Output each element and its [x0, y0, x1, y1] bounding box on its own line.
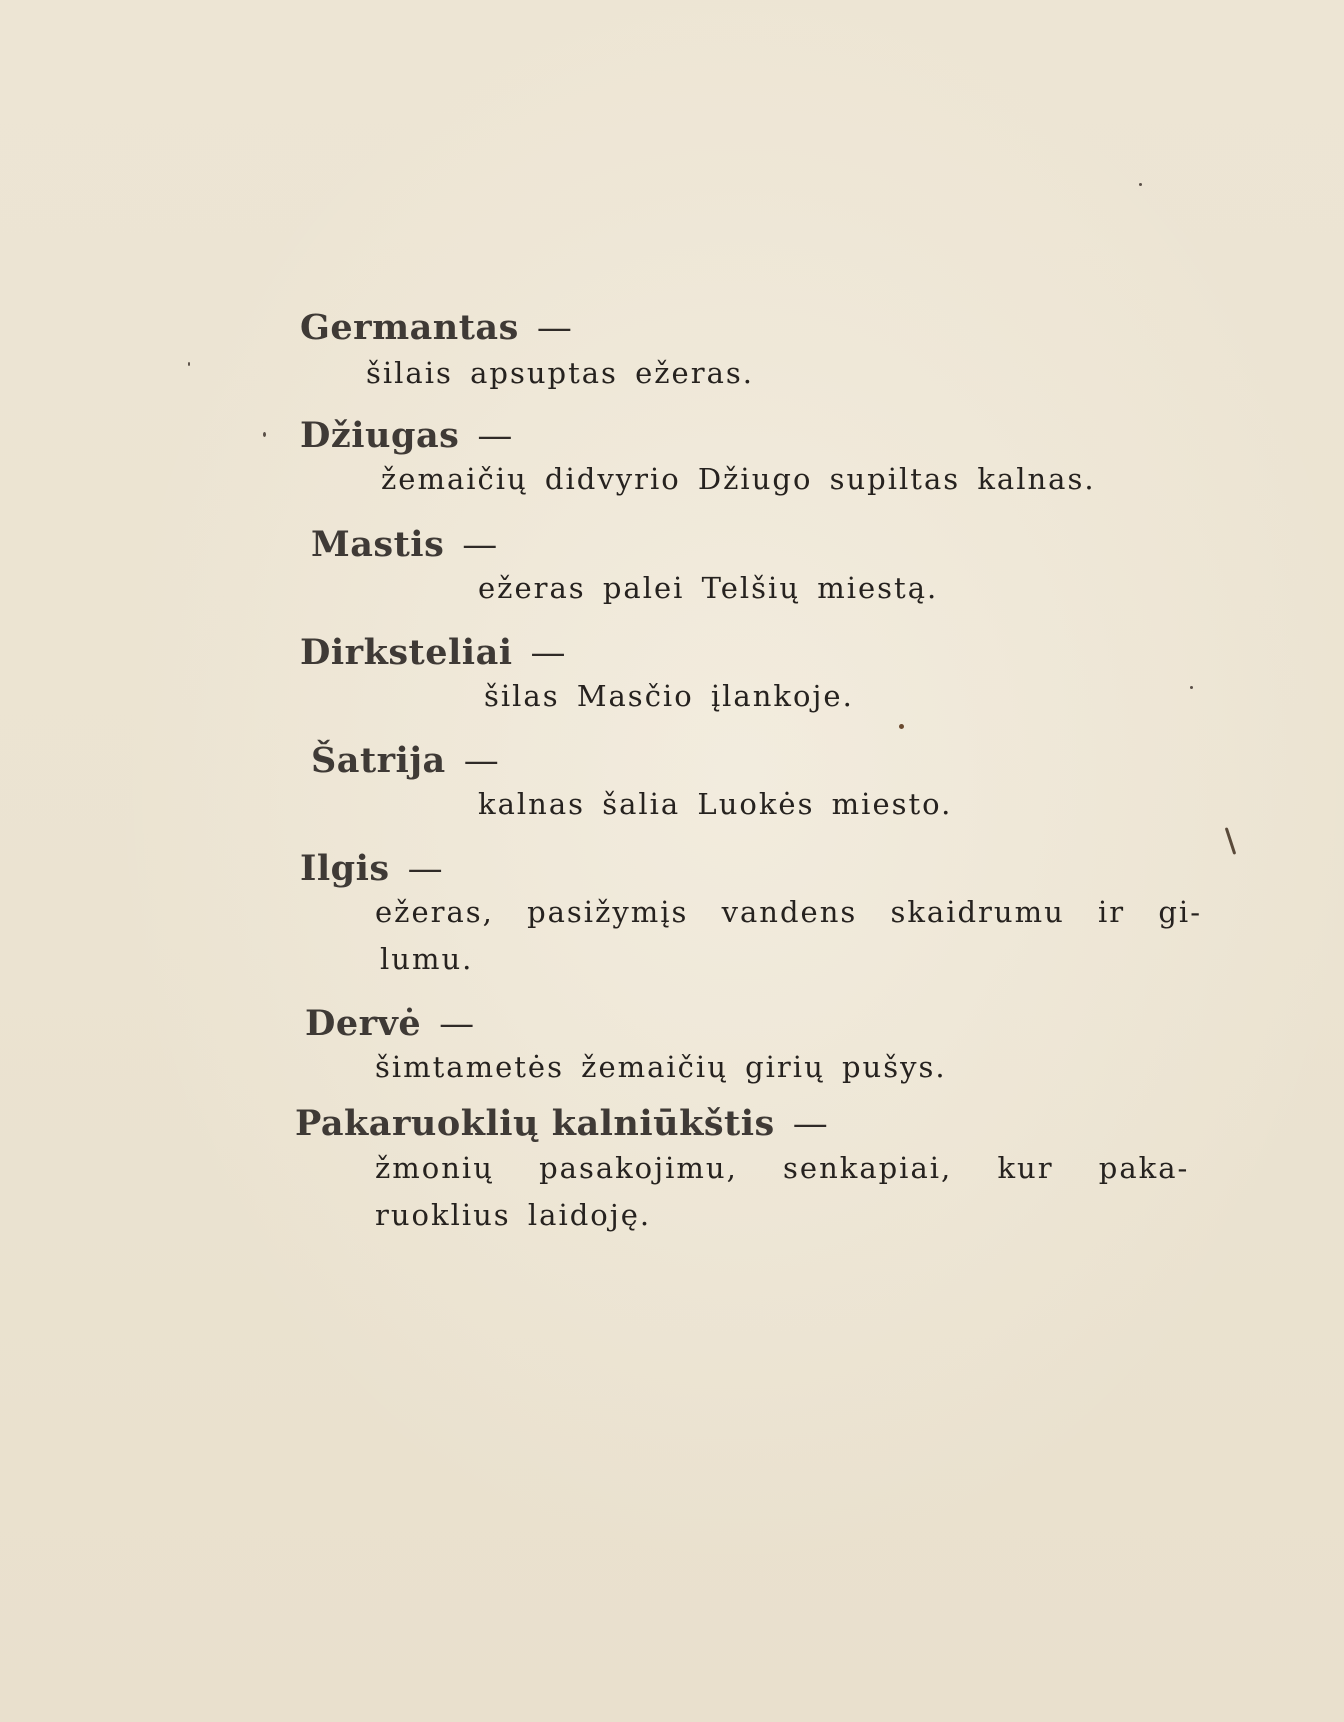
entry-definition-ilgis: ežeras, pasižymįs vandens skaidrumu ir gi- — [375, 895, 1202, 929]
term-text: Mastis — [311, 524, 445, 565]
entry-term-dziugas — [300, 415, 513, 456]
entry-definition-pakaruokliu-kalniukstis-continued: ruoklius laidoję. — [375, 1198, 652, 1232]
term-text: Germantas — [300, 307, 519, 348]
entry-term-pakaruokliu-kalniukstis — [295, 1103, 828, 1144]
paper-speck — [1225, 827, 1237, 855]
term-dash: — — [792, 1104, 829, 1144]
term-dash: — — [477, 416, 513, 456]
term-text: Ilgis — [300, 848, 390, 889]
entry-term-ilgis — [300, 848, 443, 889]
term-dash: — — [530, 633, 567, 673]
entry-definition-pakaruokliu-kalniukstis: žmonių pasakojimu, senkapiai, kur paka- — [375, 1151, 1190, 1185]
entry-definition-satrija: kalnas šalia Luokės miesto. — [478, 787, 953, 821]
paper-speck — [899, 724, 904, 729]
term-dash: — — [407, 849, 444, 889]
term-text: Dirksteliai — [300, 632, 513, 673]
entry-term-satrija — [311, 740, 499, 781]
term-text: Džiugas — [300, 415, 460, 456]
term-dash: — — [439, 1004, 475, 1044]
entry-definition-mastis: ežeras palei Telšių miestą. — [478, 571, 939, 605]
paper-speck — [263, 432, 266, 437]
entry-term-dirksteliai — [300, 632, 566, 673]
entry-term-derve — [305, 1003, 475, 1044]
term-dash: — — [462, 525, 498, 565]
entry-definition-dirksteliai: šilas Masčio įlankoje. — [484, 679, 854, 713]
entry-definition-dziugas: žemaičių didvyrio Džiugo supiltas kalnas. — [381, 462, 1096, 496]
term-text: Dervė — [305, 1003, 422, 1044]
paper-speck — [1190, 686, 1193, 689]
term-dash: — — [536, 308, 573, 348]
term-text: Šatrija — [311, 740, 446, 781]
paper-speck — [188, 362, 190, 366]
term-dash: — — [463, 741, 500, 781]
entry-definition-derve: šimtametės žemaičių girių pušys. — [375, 1050, 947, 1084]
entry-definition-ilgis-continued: lumu. — [380, 942, 474, 976]
paper-speck — [1139, 183, 1142, 186]
term-text: Pakaruoklių kalniūkštis — [295, 1103, 775, 1144]
entry-definition-germantas: šilais apsuptas ežeras. — [366, 356, 754, 390]
entry-term-germantas — [300, 307, 572, 348]
entry-term-mastis — [311, 524, 498, 565]
